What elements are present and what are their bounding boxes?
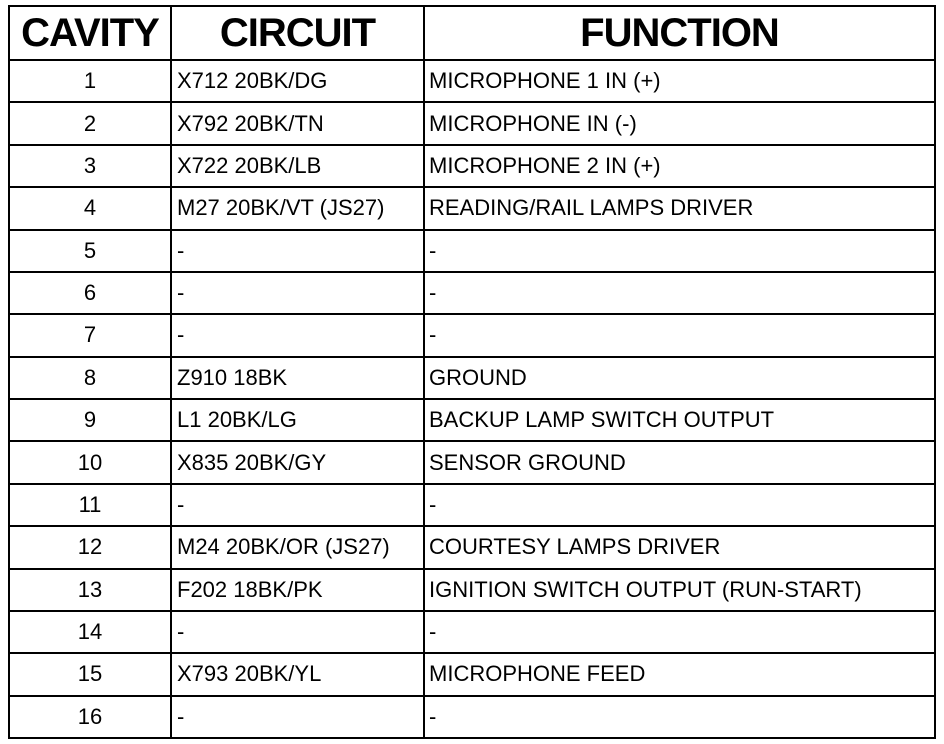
table-body [9, 60, 935, 738]
cavity-cell: 10 [9, 441, 171, 483]
function-cell: - [424, 314, 935, 356]
header-row [9, 6, 935, 60]
circuit-cell: F202 18BK/PK [171, 569, 424, 611]
cavity-cell: 13 [9, 569, 171, 611]
circuit-cell: - [171, 696, 424, 738]
function-cell: MICROPHONE FEED [424, 653, 935, 695]
circuit-cell: M27 20BK/VT (JS27) [171, 187, 424, 229]
cavity-cell: 7 [9, 314, 171, 356]
function-cell: - [424, 230, 935, 272]
circuit-cell: - [171, 484, 424, 526]
cavity-cell: 1 [9, 60, 171, 102]
header-circuit: CIRCUIT [171, 6, 424, 60]
function-cell: GROUND [424, 357, 935, 399]
cavity-cell: 14 [9, 611, 171, 653]
circuit-cell: - [171, 611, 424, 653]
cavity-cell: 15 [9, 653, 171, 695]
function-cell: READING/RAIL LAMPS DRIVER [424, 187, 935, 229]
circuit-cell: X793 20BK/YL [171, 653, 424, 695]
table-row [9, 696, 935, 738]
table-row [9, 569, 935, 611]
circuit-cell: Z910 18BK [171, 357, 424, 399]
table-row [9, 314, 935, 356]
table-row [9, 357, 935, 399]
table-row [9, 60, 935, 102]
cavity-cell: 8 [9, 357, 171, 399]
table-row [9, 653, 935, 695]
table-row [9, 484, 935, 526]
table-row [9, 526, 935, 568]
circuit-cell: X722 20BK/LB [171, 145, 424, 187]
function-cell: - [424, 696, 935, 738]
circuit-cell: - [171, 272, 424, 314]
function-cell: SENSOR GROUND [424, 441, 935, 483]
circuit-cell: - [171, 314, 424, 356]
function-cell: MICROPHONE 2 IN (+) [424, 145, 935, 187]
cavity-cell: 6 [9, 272, 171, 314]
circuit-cell: X792 20BK/TN [171, 102, 424, 144]
cavity-cell: 3 [9, 145, 171, 187]
function-cell: BACKUP LAMP SWITCH OUTPUT [424, 399, 935, 441]
cavity-cell: 4 [9, 187, 171, 229]
table-row [9, 399, 935, 441]
header-function: FUNCTION [424, 6, 935, 60]
cavity-cell: 9 [9, 399, 171, 441]
function-cell: MICROPHONE 1 IN (+) [424, 60, 935, 102]
cavity-cell: 5 [9, 230, 171, 272]
circuit-cell: X835 20BK/GY [171, 441, 424, 483]
connector-pinout-table [8, 5, 936, 739]
circuit-cell: L1 20BK/LG [171, 399, 424, 441]
table-row [9, 272, 935, 314]
function-cell: - [424, 484, 935, 526]
table-row [9, 611, 935, 653]
function-cell: - [424, 611, 935, 653]
table-row [9, 441, 935, 483]
cavity-cell: 12 [9, 526, 171, 568]
table-row [9, 145, 935, 187]
table-row [9, 187, 935, 229]
cavity-cell: 16 [9, 696, 171, 738]
function-cell: MICROPHONE IN (-) [424, 102, 935, 144]
cavity-cell: 2 [9, 102, 171, 144]
table-row [9, 230, 935, 272]
cavity-cell: 11 [9, 484, 171, 526]
circuit-cell: X712 20BK/DG [171, 60, 424, 102]
function-cell: IGNITION SWITCH OUTPUT (RUN-START) [424, 569, 935, 611]
circuit-cell: M24 20BK/OR (JS27) [171, 526, 424, 568]
table-row [9, 102, 935, 144]
circuit-cell: - [171, 230, 424, 272]
function-cell: COURTESY LAMPS DRIVER [424, 526, 935, 568]
function-cell: - [424, 272, 935, 314]
header-cavity: CAVITY [9, 6, 171, 60]
